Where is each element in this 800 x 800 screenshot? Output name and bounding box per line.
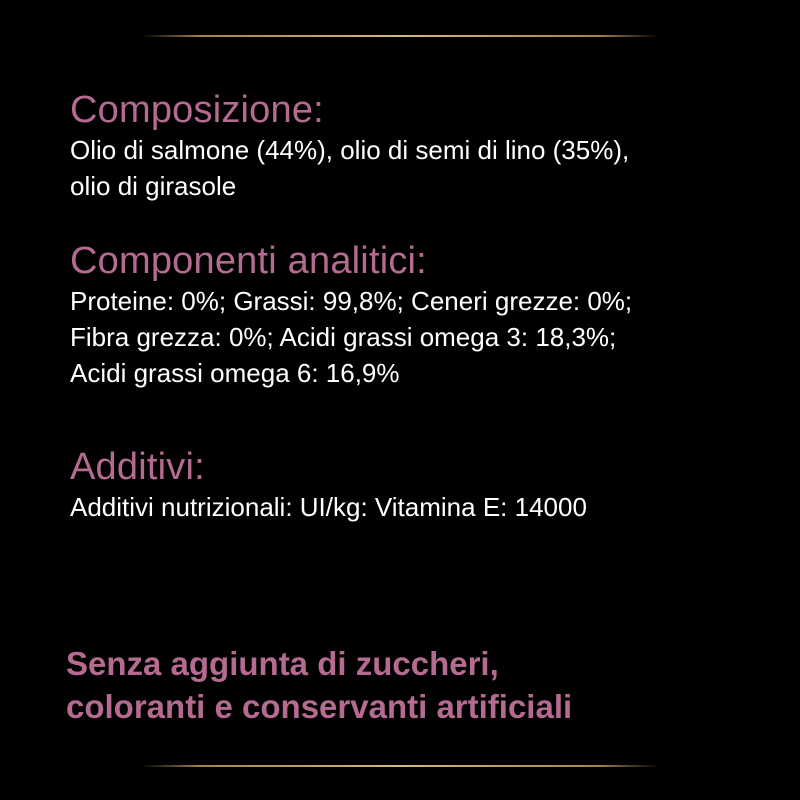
claim-line: coloranti e conservanti artificiali <box>66 688 573 725</box>
composition-line: Olio di salmone (44%), olio di semi di lino (35%), <box>70 135 630 165</box>
bottom-gold-divider <box>140 765 660 767</box>
additives-line: Additivi nutrizionali: UI/kg: Vitamina E: 14000 <box>70 492 587 522</box>
analytical-line: Fibra grezza: 0%; Acidi grassi omega 3: 18,3%; <box>70 322 617 352</box>
analytical-line: Proteine: 0%; Grassi: 99,8%; Ceneri grezze: 0%; <box>70 286 633 316</box>
no-added-sugars-claim <box>66 642 786 728</box>
additives-section <box>70 445 770 525</box>
additives-text <box>70 489 770 525</box>
composition-heading: Composizione: <box>70 89 324 131</box>
additives-heading: Additivi: <box>70 446 205 488</box>
analytical-components-text <box>70 283 770 391</box>
claim-line: Senza aggiunta di zuccheri, <box>66 645 499 682</box>
composition-section <box>70 88 770 204</box>
analytical-components-heading: Componenti analitici: <box>70 240 427 282</box>
top-gold-divider <box>140 35 660 37</box>
analytical-components-section <box>70 239 770 391</box>
composition-line: olio di girasole <box>70 171 237 201</box>
composition-text <box>70 132 770 204</box>
analytical-line: Acidi grassi omega 6: 16,9% <box>70 358 400 388</box>
